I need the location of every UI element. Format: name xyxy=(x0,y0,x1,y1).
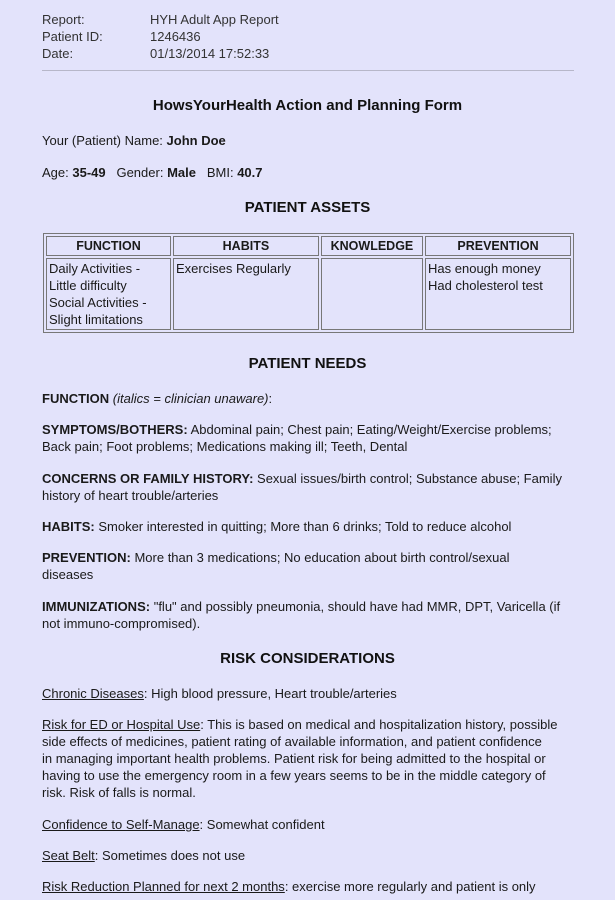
age-value: 35-49 xyxy=(72,165,106,180)
patient-assets-table xyxy=(43,233,574,333)
header-label: Report: xyxy=(42,12,85,27)
function-suffix: : xyxy=(268,391,273,406)
function-note: (italics = clinician unaware) xyxy=(112,391,269,406)
symptoms-line-1 xyxy=(42,421,577,438)
header-label: Date: xyxy=(42,46,74,61)
prevention-label: PREVENTION: xyxy=(42,550,131,565)
age-label: Age: xyxy=(42,165,69,180)
concerns-line-1 xyxy=(42,470,577,487)
table-row xyxy=(46,258,571,330)
ed-line-2: side effects of medicines, patient rating of available information, and patient confidence xyxy=(42,734,542,749)
function-label: FUNCTION xyxy=(42,391,110,406)
habits-label: HABITS: xyxy=(42,519,95,534)
risk-ed-hospital xyxy=(42,716,577,801)
needs-immunizations xyxy=(42,598,577,632)
header-value: 1246436 xyxy=(150,29,201,44)
cell-function xyxy=(46,258,171,330)
cell-prevention xyxy=(425,258,571,330)
reduction-text: : exercise more regularly and patient is only xyxy=(284,879,536,894)
header-label: Patient ID: xyxy=(42,29,103,44)
cell-line: Exercises Regularly xyxy=(175,261,291,276)
ed-line-3: in managing important health problems. Patient risk for being admitted to the hospital or xyxy=(42,751,546,766)
cell-line: Slight limitations xyxy=(49,312,143,327)
risk-considerations-heading: RISK CONSIDERATIONS xyxy=(220,650,395,667)
concerns-label: CONCERNS OR FAMILY HISTORY: xyxy=(42,471,254,486)
cell-line: Social Activities - xyxy=(49,295,147,310)
cell-knowledge xyxy=(321,258,423,330)
header-divider xyxy=(42,70,574,71)
confidence-label: Confidence to Self-Manage xyxy=(42,817,200,832)
column-header-prevention: PREVENTION xyxy=(425,236,571,256)
concerns-line-2: history of heart trouble/arteries xyxy=(42,488,219,503)
header-row-patient-id xyxy=(42,28,582,45)
ed-text: : This is based on medical and hospitalization history, possible xyxy=(200,717,558,732)
patient-name-label: Your (Patient) Name: xyxy=(42,133,163,148)
cell-line: Little difficulty xyxy=(49,278,127,293)
ed-line-5: risk. Risk of falls is normal. xyxy=(42,785,196,800)
patient-demographics-line xyxy=(42,164,577,181)
cell-line: Daily Activities - xyxy=(49,261,141,276)
risk-reduction xyxy=(42,878,577,895)
report-header xyxy=(42,11,582,62)
needs-function-line xyxy=(42,390,577,407)
header-row-date xyxy=(42,45,582,62)
risk-seat-belt xyxy=(42,847,577,864)
immunizations-line-1 xyxy=(42,598,577,615)
cell-habits xyxy=(173,258,319,330)
cell-line: Had cholesterol test xyxy=(428,278,543,293)
ed-label: Risk for ED or Hospital Use xyxy=(42,717,201,732)
patient-name-line xyxy=(42,132,577,149)
form-title: HowsYourHealth Action and Planning Form xyxy=(152,97,463,114)
confidence-text: : Somewhat confident xyxy=(199,817,325,832)
column-header-habits: HABITS xyxy=(173,236,319,256)
prevention-text: More than 3 medications; No education about birth control/sexual xyxy=(134,550,510,565)
symptoms-line-2: Back pain; Foot problems; Medications making ill; Teeth, Dental xyxy=(42,439,408,454)
column-header-function: FUNCTION xyxy=(46,236,171,256)
column-header-knowledge: KNOWLEDGE xyxy=(321,236,423,256)
immunizations-line-2: not immuno-compromised). xyxy=(42,616,201,631)
header-value: HYH Adult App Report xyxy=(150,12,279,27)
seatbelt-text: : Sometimes does not use xyxy=(94,848,246,863)
table-header-row xyxy=(46,236,571,256)
ed-line-1 xyxy=(42,716,577,733)
patient-name: John Doe xyxy=(166,133,226,148)
needs-symptoms xyxy=(42,421,577,455)
gender-value: Male xyxy=(167,165,196,180)
needs-habits xyxy=(42,518,577,535)
cell-line: Has enough money xyxy=(428,261,541,276)
bmi-value: 40.7 xyxy=(237,165,263,180)
immunizations-label: IMMUNIZATIONS: xyxy=(42,599,151,614)
gender-label: Gender: xyxy=(116,165,164,180)
immunizations-text: "flu" and possibly pneumonia, should have had MMR, DPT, Varicella (if xyxy=(153,599,561,614)
concerns-text: Sexual issues/birth control; Substance abuse; Family xyxy=(257,471,562,486)
bmi-label: BMI: xyxy=(206,165,234,180)
habits-text: Smoker interested in quitting; More than 6 drinks; Told to reduce alcohol xyxy=(98,519,512,534)
risk-confidence xyxy=(42,816,577,833)
risk-chronic xyxy=(42,685,577,702)
prevention-line-1 xyxy=(42,549,577,566)
patient-assets-heading: PATIENT ASSETS xyxy=(244,199,371,216)
seatbelt-label: Seat Belt xyxy=(42,848,95,863)
chronic-label: Chronic Diseases xyxy=(42,686,144,701)
header-value: 01/13/2014 17:52:33 xyxy=(150,46,270,61)
chronic-text: : High blood pressure, Heart trouble/arteries xyxy=(143,686,397,701)
prevention-line-2: diseases xyxy=(42,567,94,582)
needs-concerns xyxy=(42,470,577,504)
ed-line-4: having to use the emergency room in a few years seems to be in the middle category of xyxy=(42,768,546,783)
symptoms-label: SYMPTOMS/BOTHERS: xyxy=(42,422,188,437)
header-row-report xyxy=(42,11,582,28)
symptoms-text: Abdominal pain; Chest pain; Eating/Weight/Exercise problems; xyxy=(190,422,552,437)
patient-needs-heading: PATIENT NEEDS xyxy=(248,355,367,372)
needs-prevention xyxy=(42,549,577,583)
reduction-label: Risk Reduction Planned for next 2 months xyxy=(42,879,285,894)
